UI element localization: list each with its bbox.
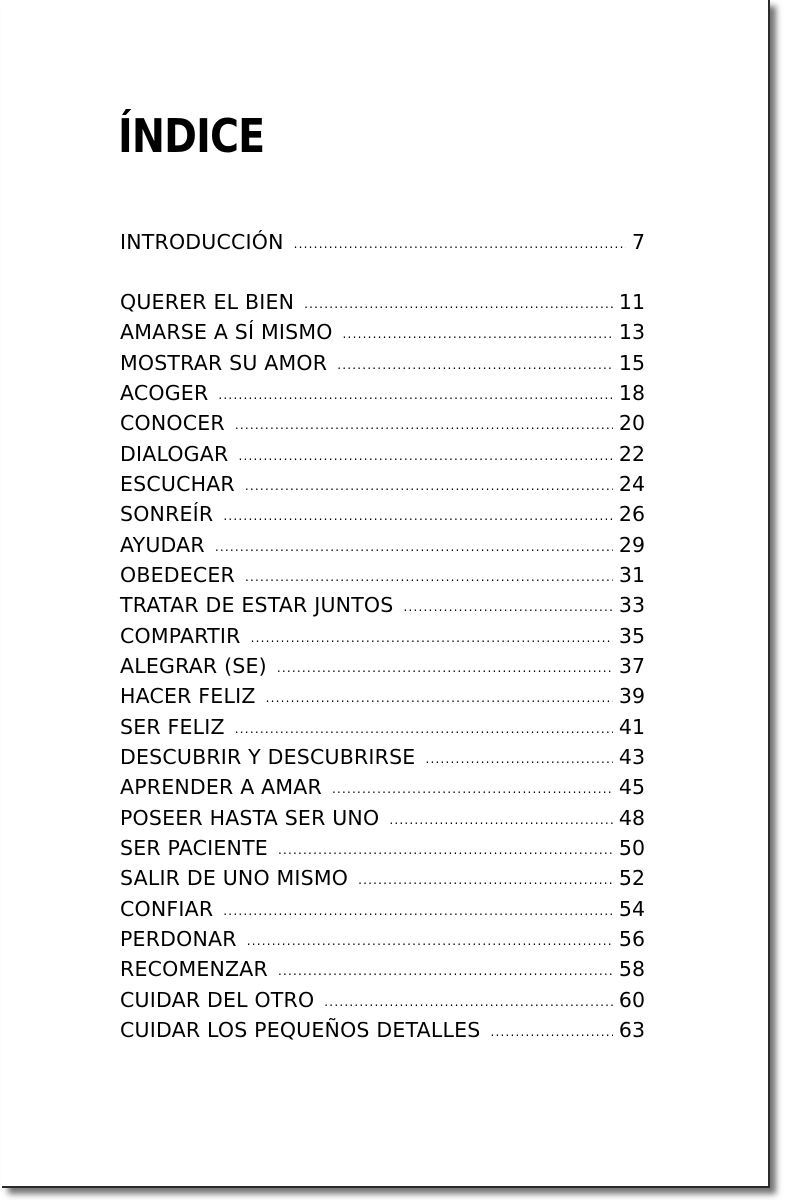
toc-dot-leader [235,723,613,735]
toc-dot-leader [332,783,613,795]
toc-entry-title: HACER FELIZ [120,684,256,709]
toc-entry[interactable] [120,378,645,408]
toc-dot-leader [218,389,613,401]
toc-entry-title: ESCUCHAR [120,471,235,496]
toc-entry-title: POSEER HASTA SER UNO [120,805,380,830]
toc-entry-page-number: 20 [618,411,645,436]
toc-entry-title: AMARSE A SÍ MISMO [120,320,333,345]
toc-dot-leader [343,328,613,340]
toc-entry[interactable] [120,469,645,499]
toc-entry-page-number: 63 [618,1017,645,1042]
toc-dot-leader [238,450,612,462]
toc-entry-page-number: 7 [631,230,645,254]
toc-entry-title: SER PACIENTE [120,835,268,860]
toc-entry-title: SONREÍR [120,502,214,527]
toc-dot-leader [245,480,613,492]
toc-entry-title: ALEGRAR (SE) [120,653,267,678]
toc-entry-page-number: 29 [618,532,645,557]
toc-entry-page-number: 24 [618,471,645,496]
toc-entry-page-number: 48 [618,805,645,830]
toc-entry[interactable] [120,499,645,529]
toc-entry-page-number: 35 [618,623,645,648]
toc-entry-page-number: 11 [618,290,645,314]
toc-entry[interactable] [120,742,645,772]
toc-dot-leader [294,238,626,250]
toc-entry-title: DESCUBRIR Y DESCUBRIRSE [120,744,416,769]
toc-dot-leader [425,753,612,765]
toc-entry-title: TRATAR DE ESTAR JUNTOS [120,593,394,618]
toc-entry-title: PERDONAR [120,926,237,951]
toc-entry[interactable] [120,439,645,469]
toc-dot-leader [247,935,613,947]
toc-entry-page-number: 52 [618,866,645,891]
toc-dot-leader [403,601,612,613]
toc-entry-page-number: 41 [618,714,645,739]
toc-entry-page-number: 39 [618,684,645,709]
toc-entry-page-number: 26 [618,502,645,527]
toc-entry[interactable] [120,530,645,560]
toc-dot-leader [251,632,613,644]
toc-entry-page-number: 37 [618,653,645,678]
toc-entry-page-number: 31 [618,562,645,587]
toc-dot-leader [358,874,613,886]
toc-entry-page-number: 58 [618,957,645,982]
toc-entry[interactable] [120,287,645,317]
toc-entry-title: CUIDAR LOS PEQUEÑOS DETALLES [120,1017,481,1042]
toc-entry[interactable] [120,408,645,438]
toc-entry[interactable] [120,712,645,742]
toc-entry[interactable] [120,1015,645,1045]
toc-entry[interactable] [120,590,645,620]
page-title: ÍNDICE [118,109,265,163]
toc-entry-title: ACOGER [120,380,209,405]
toc-entry[interactable] [120,651,645,681]
toc-entry[interactable] [120,924,645,954]
toc-dot-leader [266,692,613,704]
toc-entry-page-number: 33 [618,593,645,618]
toc-entry-page-number: 18 [618,380,645,405]
toc-entry-title: MOSTRAR SU AMOR [120,350,328,375]
toc-entry-page-number: 15 [618,350,645,375]
toc-entry-page-number: 54 [618,896,645,921]
toc-dot-leader [304,298,613,310]
toc-entry[interactable] [120,621,645,651]
toc-entry[interactable] [120,560,645,590]
toc-entry[interactable] [120,985,645,1015]
toc-entry-title: CONOCER [120,411,225,436]
toc-entry[interactable] [120,317,645,347]
toc-entry-title: AYUDAR [120,532,205,557]
toc-dot-leader [337,359,613,371]
toc-entry-title: OBEDECER [120,562,236,587]
toc-entry-title: INTRODUCCIÓN [120,230,284,254]
toc-chapter-list [120,287,645,1045]
toc-entry[interactable] [120,803,645,833]
toc-dot-leader [278,844,613,856]
toc-dot-leader [490,1026,612,1038]
toc-dot-leader [235,419,613,431]
toc-entry-title: APRENDER A AMAR [120,775,322,800]
toc-entry[interactable] [120,894,645,924]
toc-entry-title: RECOMENZAR [120,957,268,982]
toc-entry[interactable] [120,863,645,893]
toc-entry[interactable] [120,681,645,711]
toc-entry-title: SALIR DE UNO MISMO [120,866,349,891]
toc-dot-leader [277,662,613,674]
toc-entry[interactable] [120,227,645,257]
toc-entry-title: DIALOGAR [120,441,229,466]
toc-entry-title: COMPARTIR [120,623,241,648]
toc-entry[interactable] [120,833,645,863]
toc-dot-leader [215,541,613,553]
toc-dot-leader [223,905,613,917]
toc-dot-leader [278,965,613,977]
toc-entry[interactable] [120,348,645,378]
toc-dot-leader [389,814,613,826]
toc-entry-page-number: 45 [618,775,645,800]
toc-entry[interactable] [120,772,645,802]
toc-entry-page-number: 60 [618,987,645,1012]
toc-entry-page-number: 43 [618,744,645,769]
toc-entry-page-number: 50 [618,835,645,860]
toc-entry-page-number: 13 [618,320,645,345]
toc-dot-leader [245,571,613,583]
book-page [2,0,770,1188]
toc-entry-title: CONFIAR [120,896,214,921]
toc-entry-title: CUIDAR DEL OTRO [120,987,315,1012]
toc-entry-title: SER FELIZ [120,714,225,739]
toc-entry-page-number: 56 [618,926,645,951]
toc-dot-leader [324,996,613,1008]
toc-dot-leader [223,510,613,522]
toc-entry-title: QUERER EL BIEN [120,290,295,314]
toc-entry-page-number: 22 [618,441,645,466]
toc-entry[interactable] [120,954,645,984]
toc-intro-list [120,227,645,257]
